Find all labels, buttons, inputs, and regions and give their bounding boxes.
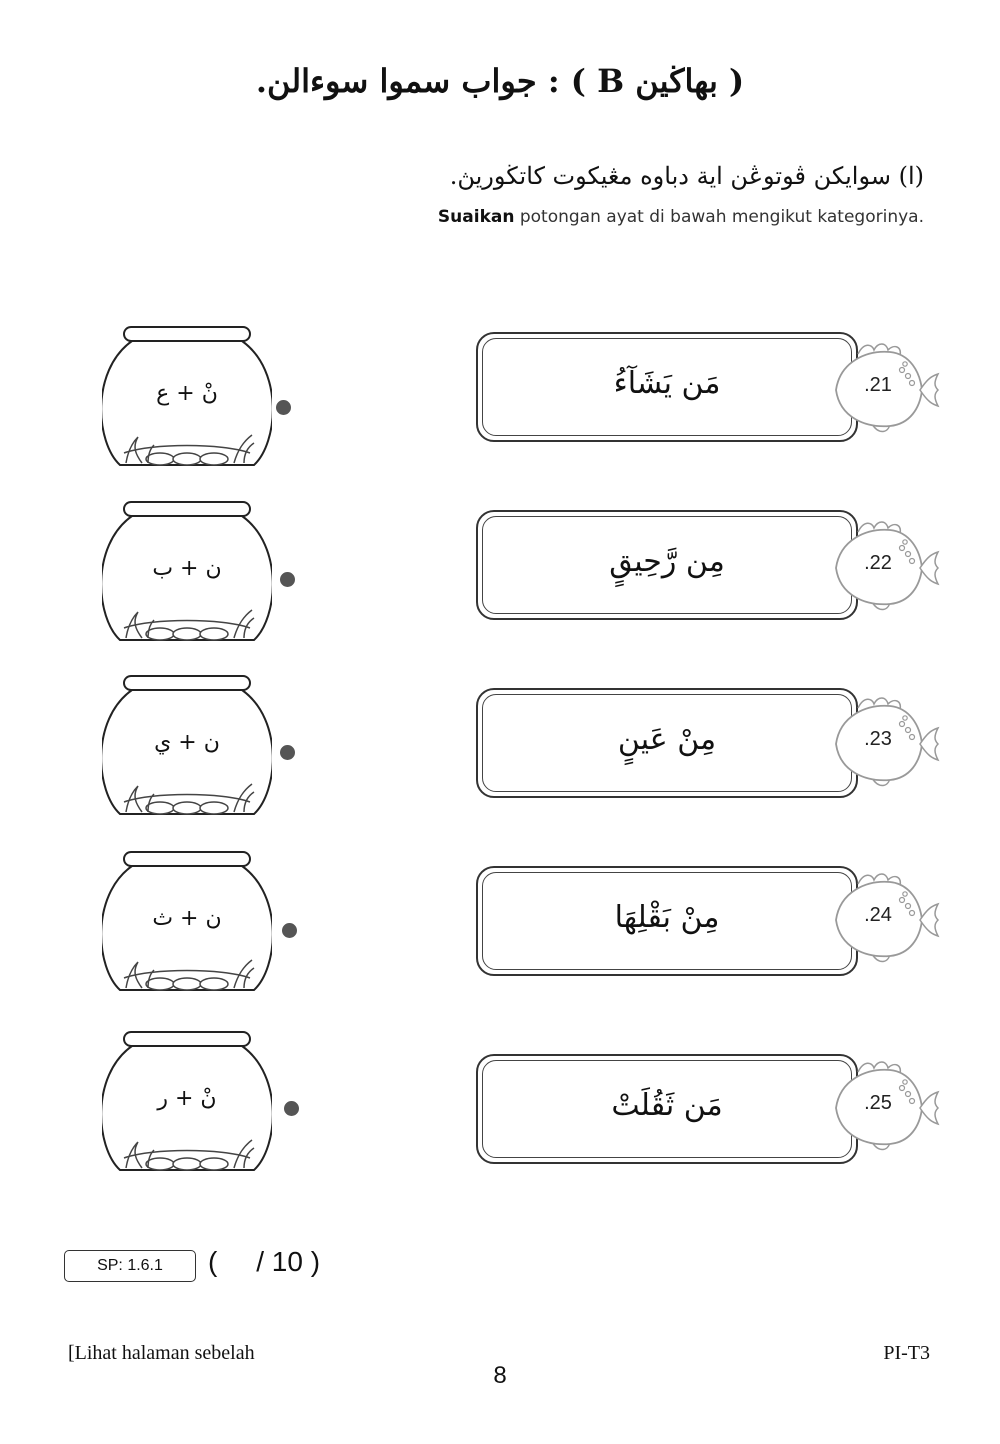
- match-dot-jar-3[interactable]: [280, 745, 295, 760]
- phrase-card-22[interactable]: [476, 510, 858, 620]
- fish-badge-24: [828, 870, 942, 966]
- item-number: .21: [864, 374, 892, 396]
- jar-label: نْ + ع: [156, 381, 218, 406]
- match-dot-jar-2[interactable]: [280, 572, 295, 587]
- phrase-card-24[interactable]: [476, 866, 858, 976]
- item-number: .23: [864, 728, 892, 750]
- jar-label: نْ + ر: [157, 1086, 217, 1111]
- score-field[interactable]: ( / 10 ): [208, 1246, 321, 1277]
- next-page-note: [Lihat halaman sebelah: [68, 1342, 255, 1364]
- item-number: .22: [864, 552, 892, 574]
- jar-label: ن + ث: [152, 906, 222, 931]
- fishbowl-jar-1: [102, 325, 272, 473]
- fish-badge-25: [828, 1058, 942, 1154]
- sp-code-box: SP: 1.6.1: [64, 1250, 196, 1282]
- instruction-malay: [438, 207, 924, 227]
- paper-code: PI-T3: [883, 1342, 930, 1364]
- phrase-text: مَن يَشَآءُ: [613, 366, 721, 401]
- fish-badge-23: [828, 694, 942, 790]
- phrase-card-23[interactable]: [476, 688, 858, 798]
- fish-badge-22: [828, 518, 942, 614]
- fish-badge-21: [828, 340, 942, 436]
- jar-label: ن + ب: [152, 556, 222, 581]
- fishbowl-jar-5: [102, 1030, 272, 1178]
- fishbowl-jar-2: [102, 500, 272, 648]
- instruction-jawi: (ا) سوايکن ڤوتوڠن اية دباوه مڠيکوت کاتڬوريڽ.: [449, 162, 924, 190]
- match-dot-jar-1[interactable]: [276, 400, 291, 415]
- fishbowl-jar-4: [102, 850, 272, 998]
- phrase-card-25[interactable]: [476, 1054, 858, 1164]
- phrase-text: مِن رَّحِيقٍ: [609, 544, 725, 579]
- phrase-text: مِنْ بَقْلِهَا: [614, 900, 720, 935]
- phrase-text: مِنْ عَينٍ: [617, 722, 717, 757]
- phrase-text: مَن ثَقُلَتْ: [611, 1088, 723, 1123]
- item-number: .24: [864, 904, 892, 926]
- instruction-malay-bold: Suaikan: [437, 207, 515, 227]
- fishbowl-jar-3: [102, 674, 272, 822]
- match-dot-jar-5[interactable]: [284, 1101, 299, 1116]
- item-number: .25: [864, 1092, 892, 1114]
- phrase-card-21[interactable]: [476, 332, 858, 442]
- section-title: ( بهاڬين B ) : جواب سموا سوءالن.: [255, 62, 745, 100]
- jar-label: ن + ي: [154, 730, 220, 755]
- page-number: 8: [493, 1362, 507, 1389]
- instruction-malay-rest: potongan ayat di bawah mengikut kategorinya.: [514, 207, 924, 227]
- match-dot-jar-4[interactable]: [282, 923, 297, 938]
